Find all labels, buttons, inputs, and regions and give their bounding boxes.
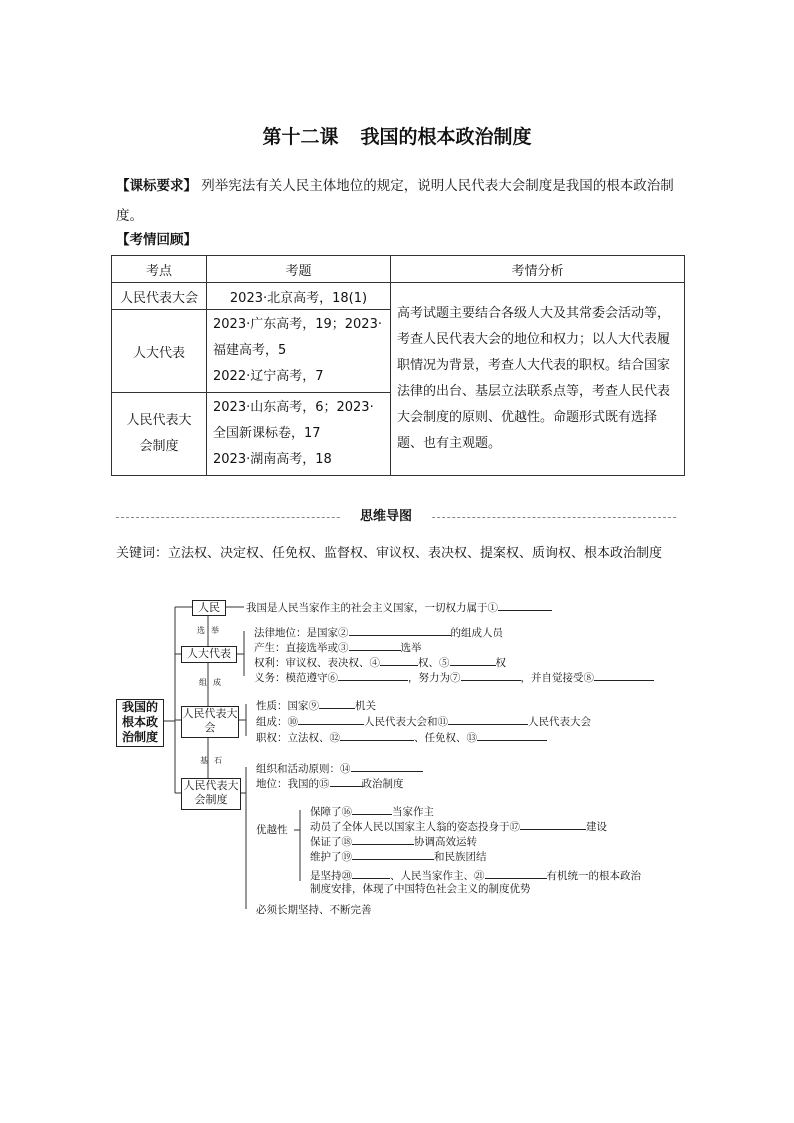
keywords-label: 关键词： (116, 546, 169, 561)
lesson-number: 第十二课 (262, 126, 339, 148)
blank-1 (498, 600, 552, 611)
system-principle: 组织和活动原则：⑭ (256, 761, 423, 776)
advantage-1: 保障了⑯ 当家作主 (310, 806, 434, 818)
blank-11 (448, 714, 528, 725)
blank-16 (352, 804, 392, 815)
blank-14 (351, 761, 423, 772)
congress-nature: 性质：国家⑨ 机关 (256, 700, 376, 712)
blank-15 (330, 776, 362, 787)
keywords-text: 立法权、决定权、任免权、监督权、审议权、表决权、提案权、质询权、根本政治制度 (168, 546, 663, 561)
section-title: 思维导图 (340, 508, 432, 526)
system-persist: 必须长期坚持、不断完善 (256, 904, 372, 916)
people-text: 我国是人民当家作主的社会主义国家，一切权力属于① (246, 600, 552, 615)
requirement-text: 列举宪法有关人民主体地位的规定，说明人民代表大会制度是我国的根本政治制度。 (116, 178, 674, 224)
blank-4 (380, 655, 418, 666)
advantage-label: 优越性 (256, 824, 288, 836)
blank-21 (485, 868, 547, 879)
header-analysis: 考情分析 (391, 256, 685, 283)
deputy-rights: 权利：审议权、表决权、④ 权、⑤ 权 (254, 657, 506, 669)
point-cell: 人民代表大会制度 (112, 393, 207, 476)
question-cell: 2023·山东高考，6；2023·全国新课标卷，17 2023·湖南高考，18 (207, 393, 391, 476)
advantage-5: 是坚持⑳ 、人民当家作主、㉑ 有机统一的根本政治 (310, 870, 641, 882)
review-label: 【考情回顾】 (116, 232, 197, 248)
advantage-4: 维护了⑲ 和民族团结 (310, 851, 487, 863)
deputy-produce: 产生：直接选举或③ 选举 (254, 642, 422, 654)
node-deputy: 人大代表 (181, 646, 237, 663)
header-point: 考点 (112, 256, 207, 283)
requirement-label: 【课标要求】 (116, 178, 197, 194)
node-people: 人民 (192, 600, 226, 616)
blank-9 (319, 698, 355, 709)
blank-5 (450, 655, 496, 666)
question-cell: 2023·广东高考，19；2023·福建高考，5 2022·辽宁高考，7 (207, 310, 391, 393)
blank-2 (349, 625, 451, 636)
point-cell: 人大代表 (112, 310, 207, 393)
deputy-duty: 义务：模范遵守⑥ ，努力为⑦ ，并自觉接受⑧ (254, 670, 654, 685)
link-form: 组成 (199, 678, 227, 687)
node-congress: 人民代表大会 (181, 706, 239, 738)
blank-18 (352, 834, 414, 845)
blank-12 (340, 730, 414, 741)
blank-17 (520, 819, 586, 830)
lesson-name: 我国的根本政治制度 (360, 126, 532, 148)
blank-20 (352, 868, 390, 879)
mind-map-root: 我国的根本政治制度 (116, 699, 164, 747)
blank-13 (477, 730, 547, 741)
blank-3 (349, 640, 401, 651)
blank-6 (338, 670, 408, 681)
advantage-3: 保证了⑱ 协调高效运转 (310, 836, 477, 848)
advantage-2: 动员了全体人民以国家主人翁的姿态投身于⑰ 建设 (310, 821, 607, 833)
node-system: 人民代表大会制度 (181, 778, 241, 810)
blank-8 (594, 670, 654, 681)
deputy-legal-status: 法律地位：是国家② 的组成人员 (254, 627, 503, 639)
question-cell: 2023·北京高考，18(1) (207, 283, 391, 310)
system-status: 地位：我国的⑮ 政治制度 (256, 778, 404, 790)
point-cell: 人民代表大会 (112, 283, 207, 310)
link-elect: 选举 (197, 626, 225, 635)
blank-10 (298, 714, 364, 725)
advantage-5-cont: 制度安排，体现了中国特色社会主义的制度优势 (310, 883, 531, 895)
congress-composition: 组成：⑩ 人民代表大会和⑪ 人民代表大会 (256, 716, 591, 728)
header-question: 考题 (207, 256, 391, 283)
blank-7 (461, 670, 521, 681)
blank-19 (352, 849, 434, 860)
analysis-cell: 高考试题主要结合各级人大及其常委会活动等，考查人民代表大会的地位和权力；以人大代表履职情况为背景，考查人大代表的职权。结合国家法律的出台、基层立法联系点等，考查人民代表大会制度的原则、优越性。命题形式既有选择题、也有主观题。 (391, 283, 685, 476)
congress-power: 职权：立法权、⑫ 、任免权、⑬ (256, 730, 547, 745)
link-base: 基石 (200, 756, 228, 765)
